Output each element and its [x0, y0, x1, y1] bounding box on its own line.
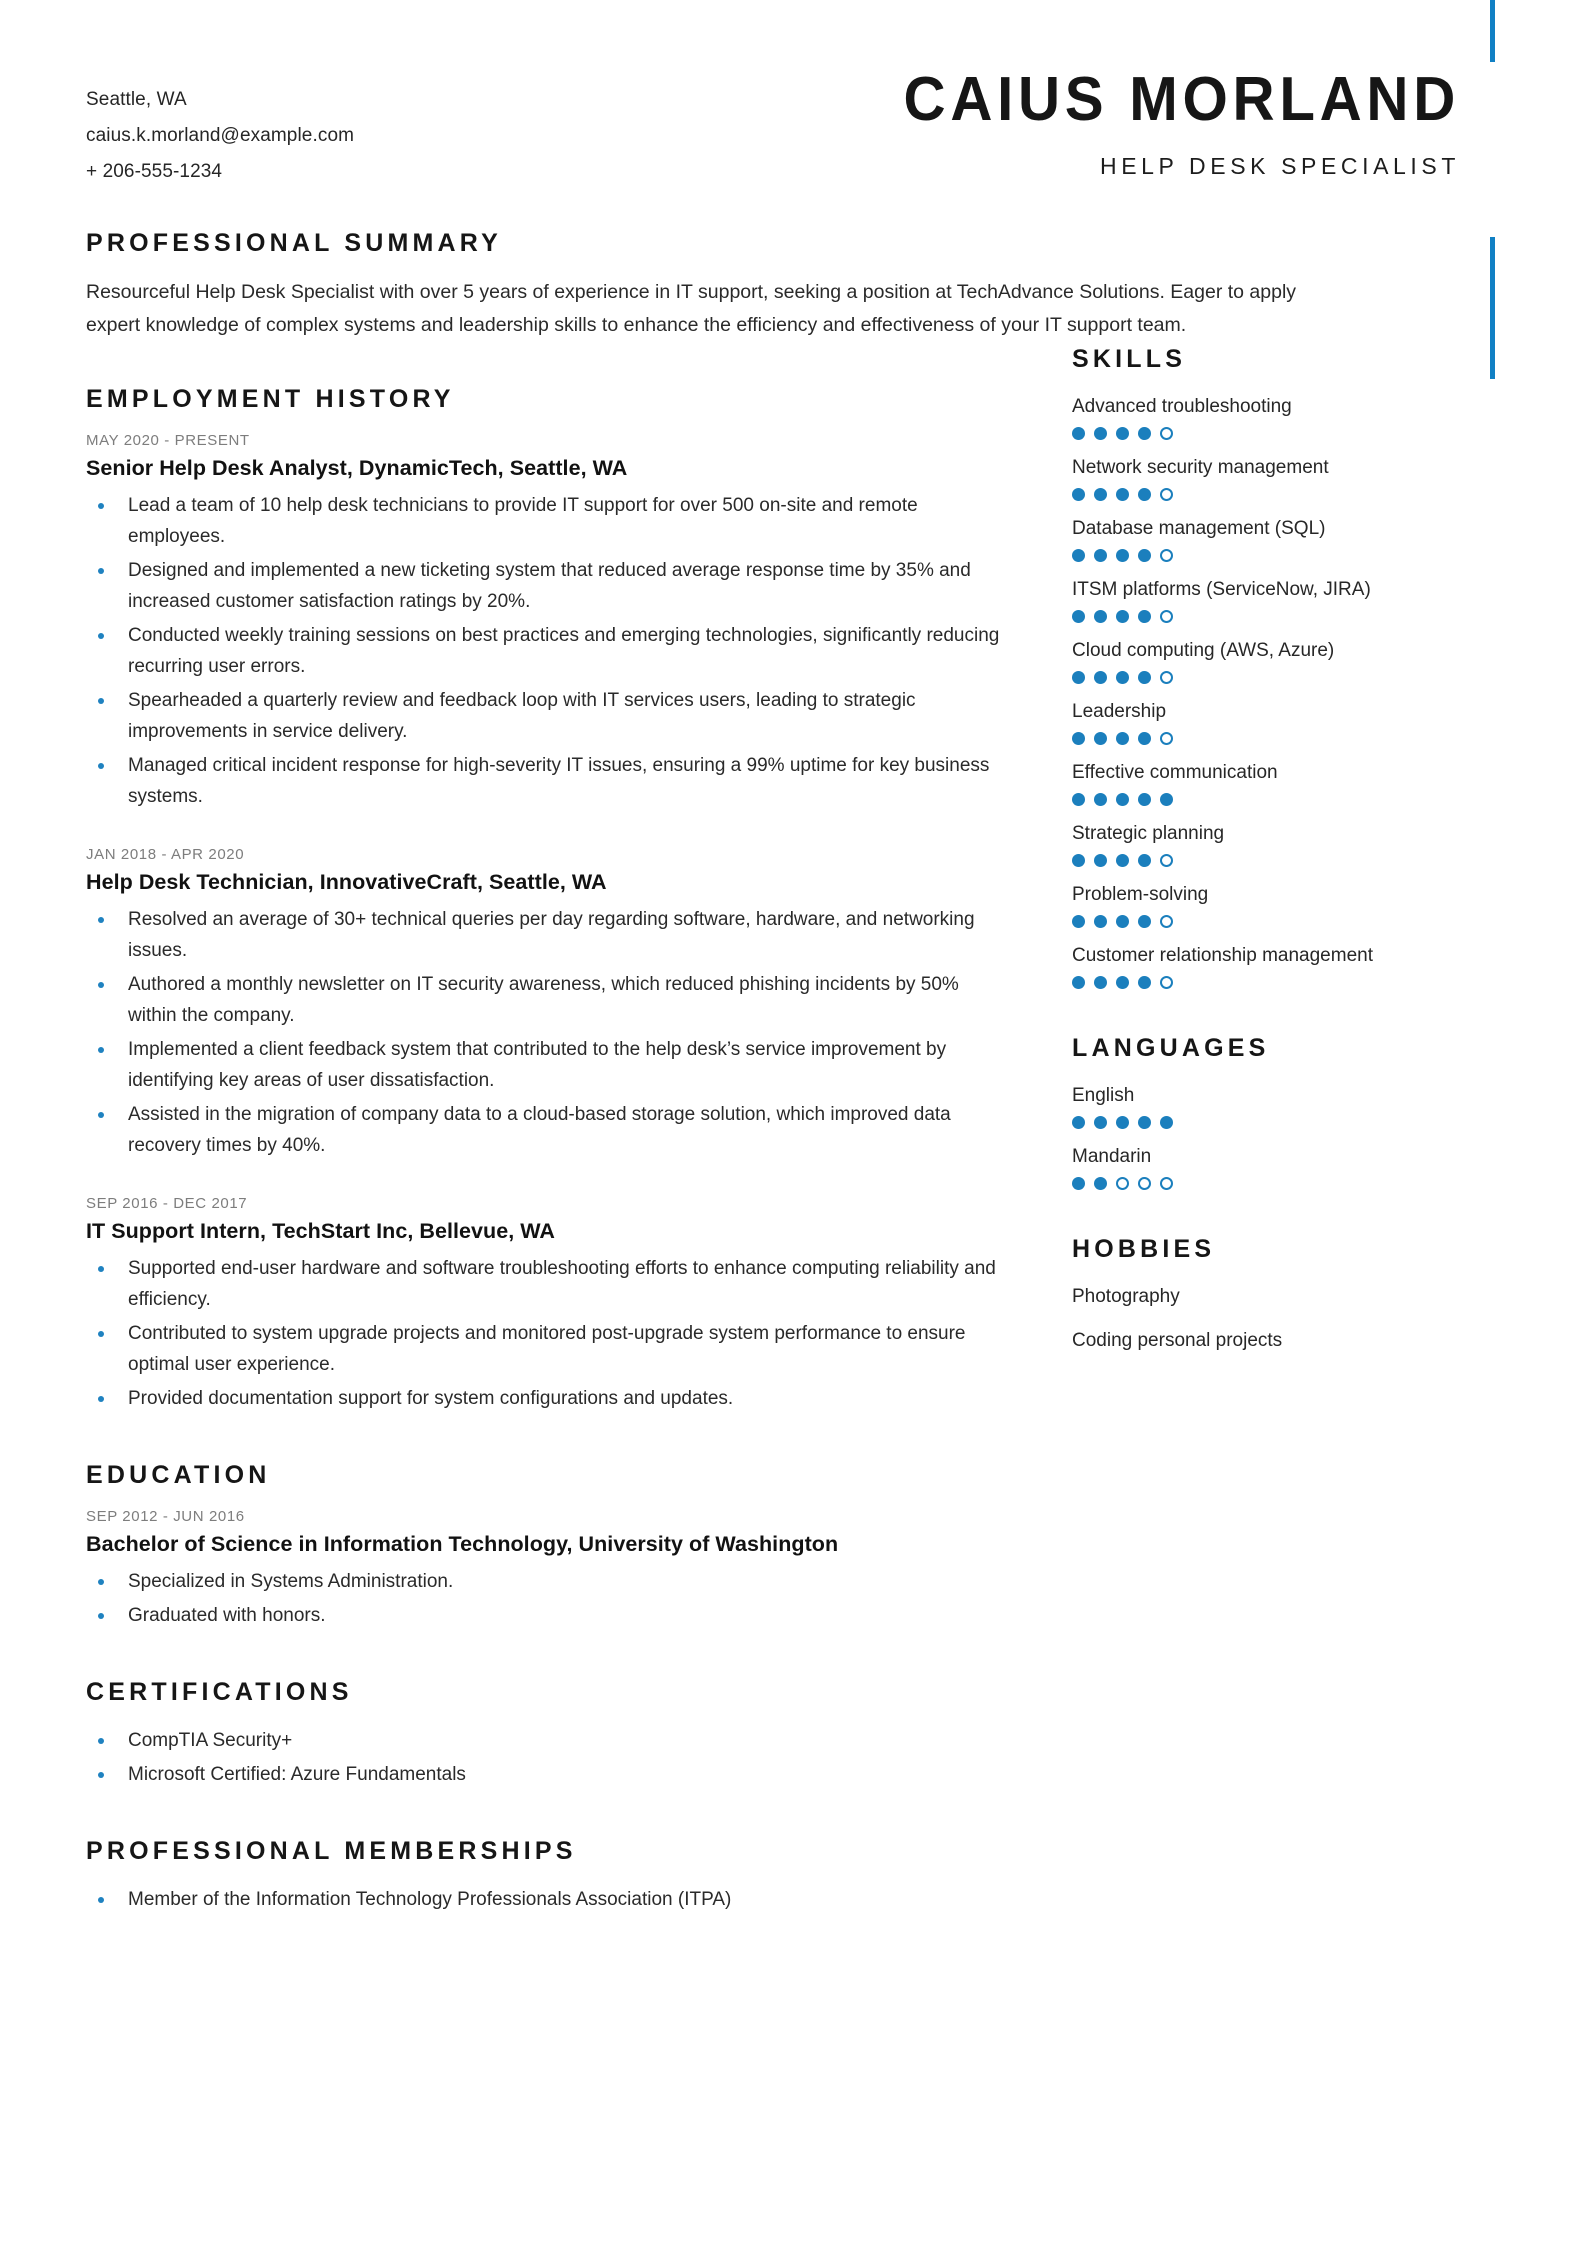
education-bullets — [86, 1566, 1002, 1631]
job-bullets — [86, 1253, 1002, 1414]
skill-item-rating — [1072, 549, 1502, 562]
skill-item — [1072, 758, 1502, 806]
language-item-rating — [1072, 1116, 1502, 1129]
rating-dot-filled-icon — [1072, 549, 1085, 562]
job-list — [86, 432, 1002, 1414]
skill-item-label: Advanced troubleshooting — [1072, 396, 1292, 417]
job-bullet: Resolved an average of 30+ technical queries per day regarding software, hardware, and networking issues. — [86, 904, 1002, 966]
candidate-job-title: HELP DESK SPECIALIST — [1099, 153, 1460, 180]
job-entry — [86, 846, 1002, 1161]
skill-item — [1072, 819, 1502, 867]
skill-item-rating — [1072, 854, 1502, 867]
resume-header — [0, 0, 1588, 200]
hobby-item: Photography — [1072, 1286, 1180, 1307]
rating-dot-empty-icon — [1160, 1177, 1173, 1190]
identity-block — [516, 65, 1468, 180]
rating-dot-filled-icon — [1138, 976, 1151, 989]
skill-item-label: Cloud computing (AWS, Azure) — [1072, 640, 1335, 661]
rating-dot-empty-icon — [1160, 915, 1173, 928]
rating-dot-empty-icon — [1160, 732, 1173, 745]
rating-dot-empty-icon — [1160, 671, 1173, 684]
education-dates: SEP 2012 - JUN 2016 — [86, 1508, 245, 1525]
rating-dot-filled-icon — [1094, 1177, 1107, 1190]
rating-dot-filled-icon — [1094, 488, 1107, 501]
job-bullet: Lead a team of 10 help desk technicians to provide IT support for over 500 on-site and remote employees. — [86, 490, 1002, 552]
job-bullets — [86, 490, 1002, 812]
rating-dot-filled-icon — [1072, 1177, 1085, 1190]
memberships-list — [86, 1884, 1002, 1915]
resume-body — [0, 342, 1588, 1918]
rating-dot-filled-icon — [1094, 854, 1107, 867]
education-bullet: Specialized in Systems Administration. — [86, 1566, 1002, 1597]
memberships-heading: PROFESSIONAL MEMBERSHIPS — [86, 1837, 577, 1865]
rating-dot-empty-icon — [1116, 1177, 1129, 1190]
hobbies-section — [1072, 1234, 1502, 1356]
certifications-heading: CERTIFICATIONS — [86, 1678, 353, 1706]
rating-dot-filled-icon — [1116, 976, 1129, 989]
rating-dot-filled-icon — [1094, 610, 1107, 623]
rating-dot-filled-icon — [1072, 854, 1085, 867]
rating-dot-filled-icon — [1072, 427, 1085, 440]
rating-dot-filled-icon — [1160, 1116, 1173, 1129]
rating-dot-filled-icon — [1116, 854, 1129, 867]
skill-item-label: Strategic planning — [1072, 823, 1225, 844]
rating-dot-filled-icon — [1138, 915, 1151, 928]
rating-dot-filled-icon — [1072, 915, 1085, 928]
skill-item-label: Database management (SQL) — [1072, 518, 1326, 539]
skill-item — [1072, 941, 1502, 989]
rating-dot-filled-icon — [1138, 1116, 1151, 1129]
rating-dot-empty-icon — [1160, 549, 1173, 562]
education-entry — [86, 1508, 1002, 1631]
rating-dot-filled-icon — [1072, 671, 1085, 684]
job-bullet: Managed critical incident response for high-severity IT issues, ensuring a 99% uptime for key business systems. — [86, 750, 1002, 812]
education-section — [86, 1460, 1002, 1631]
skill-item-label: Network security management — [1072, 457, 1329, 478]
rating-dot-empty-icon — [1160, 488, 1173, 501]
accent-rule-bottom — [1490, 237, 1495, 379]
rating-dot-filled-icon — [1094, 732, 1107, 745]
skill-item — [1072, 575, 1502, 623]
skill-item-rating — [1072, 671, 1502, 684]
education-degree: Bachelor of Science in Information Technology, University of Washington — [86, 1532, 839, 1556]
job-bullet: Contributed to system upgrade projects and monitored post-upgrade system performance to ensure optimal user experience. — [86, 1318, 1002, 1380]
skill-item — [1072, 697, 1502, 745]
skill-item-rating — [1072, 427, 1502, 440]
rating-dot-filled-icon — [1072, 488, 1085, 501]
skill-item — [1072, 636, 1502, 684]
job-title-company: Help Desk Technician, InnovativeCraft, Seattle, WA — [86, 870, 607, 894]
language-item-rating — [1072, 1177, 1502, 1190]
job-bullet: Provided documentation support for system configurations and updates. — [86, 1383, 1002, 1414]
rating-dot-filled-icon — [1072, 732, 1085, 745]
languages-section — [1072, 1033, 1502, 1190]
contact-email[interactable]: caius.k.morland@example.com — [86, 125, 355, 146]
education-heading: EDUCATION — [86, 1461, 271, 1489]
rating-dot-filled-icon — [1116, 915, 1129, 928]
skill-item-label: Leadership — [1072, 701, 1167, 722]
job-title-company: Senior Help Desk Analyst, DynamicTech, Seattle, WA — [86, 456, 628, 480]
job-bullet: Assisted in the migration of company data to a cloud-based storage solution, which improved data recovery times by 40%. — [86, 1099, 1002, 1161]
rating-dot-empty-icon — [1138, 1177, 1151, 1190]
skill-item — [1072, 453, 1502, 501]
skill-item — [1072, 514, 1502, 562]
employment-section — [86, 384, 1002, 1414]
summary-text: Resourceful Help Desk Specialist with over 5 years of experience in IT support, seeking a position at TechAdvance Solutions. Eager to apply expert knowledge of complex systems and leadership skills to enhance the efficiency and effectiveness of your IT support team. — [86, 281, 1297, 336]
rating-dot-filled-icon — [1094, 427, 1107, 440]
language-item-label: Mandarin — [1072, 1146, 1152, 1167]
rating-dot-empty-icon — [1160, 976, 1173, 989]
rating-dot-filled-icon — [1094, 671, 1107, 684]
contact-location: Seattle, WA — [86, 89, 187, 110]
language-item — [1072, 1142, 1502, 1190]
summary-section — [0, 200, 1588, 342]
skill-item-rating — [1072, 915, 1502, 928]
skill-item-rating — [1072, 732, 1502, 745]
hobby-item: Coding personal projects — [1072, 1330, 1283, 1351]
skill-item-rating — [1072, 793, 1502, 806]
language-item-label: English — [1072, 1085, 1135, 1106]
languages-heading: LANGUAGES — [1072, 1034, 1270, 1062]
rating-dot-filled-icon — [1116, 549, 1129, 562]
rating-dot-filled-icon — [1138, 732, 1151, 745]
skills-heading: SKILLS — [1072, 345, 1187, 373]
rating-dot-filled-icon — [1116, 1116, 1129, 1129]
rating-dot-filled-icon — [1094, 1116, 1107, 1129]
job-bullet: Supported end-user hardware and software troubleshooting efforts to enhance computing reliability and efficiency. — [86, 1253, 1002, 1315]
rating-dot-filled-icon — [1094, 915, 1107, 928]
job-entry — [86, 1195, 1002, 1414]
job-bullet: Designed and implemented a new ticketing system that reduced average response time by 35% and increased customer satisfaction ratings by 20%. — [86, 555, 1002, 617]
skill-item — [1072, 880, 1502, 928]
languages-list — [1072, 1081, 1502, 1190]
job-bullet: Spearheaded a quarterly review and feedback loop with IT services users, leading to strategic improvements in service delivery. — [86, 685, 1002, 747]
job-bullet: Implemented a client feedback system that contributed to the help desk’s service improvement by identifying key areas of user dissatisfaction. — [86, 1034, 1002, 1096]
certification-item: Microsoft Certified: Azure Fundamentals — [86, 1759, 1002, 1790]
rating-dot-filled-icon — [1116, 671, 1129, 684]
hobbies-heading: HOBBIES — [1072, 1235, 1216, 1263]
certifications-section — [86, 1677, 1002, 1790]
rating-dot-filled-icon — [1138, 671, 1151, 684]
membership-item: Member of the Information Technology Professionals Association (ITPA) — [86, 1884, 1002, 1915]
skill-item-label: ITSM platforms (ServiceNow, JIRA) — [1072, 579, 1371, 600]
skill-item-label: Customer relationship management — [1072, 945, 1373, 966]
rating-dot-filled-icon — [1116, 610, 1129, 623]
rating-dot-filled-icon — [1138, 488, 1151, 501]
job-dates: MAY 2020 - PRESENT — [86, 432, 250, 449]
rating-dot-filled-icon — [1116, 793, 1129, 806]
rating-dot-filled-icon — [1072, 976, 1085, 989]
rating-dot-filled-icon — [1138, 549, 1151, 562]
rating-dot-filled-icon — [1138, 793, 1151, 806]
contact-block — [86, 68, 516, 190]
skill-item-rating — [1072, 976, 1502, 989]
skill-item-rating — [1072, 488, 1502, 501]
candidate-name: CAIUS MORLAND — [903, 65, 1460, 134]
skills-list — [1072, 392, 1502, 989]
summary-heading: PROFESSIONAL SUMMARY — [86, 229, 502, 257]
rating-dot-filled-icon — [1094, 976, 1107, 989]
rating-dot-filled-icon — [1094, 793, 1107, 806]
memberships-section — [86, 1836, 1002, 1915]
certifications-list — [86, 1725, 1002, 1790]
language-item — [1072, 1081, 1502, 1129]
job-dates: SEP 2016 - DEC 2017 — [86, 1195, 248, 1212]
rating-dot-filled-icon — [1116, 488, 1129, 501]
skill-item-label: Effective communication — [1072, 762, 1278, 783]
rating-dot-empty-icon — [1160, 427, 1173, 440]
skill-item — [1072, 392, 1502, 440]
rating-dot-filled-icon — [1072, 610, 1085, 623]
job-dates: JAN 2018 - APR 2020 — [86, 846, 245, 863]
rating-dot-filled-icon — [1138, 427, 1151, 440]
job-bullets — [86, 904, 1002, 1161]
rating-dot-empty-icon — [1160, 610, 1173, 623]
employment-heading: EMPLOYMENT HISTORY — [86, 385, 455, 413]
job-entry — [86, 432, 1002, 812]
contact-phone[interactable]: + 206-555-1234 — [86, 161, 223, 182]
education-bullet: Graduated with honors. — [86, 1600, 1002, 1631]
certification-item: CompTIA Security+ — [86, 1725, 1002, 1756]
hobbies-list — [1072, 1282, 1502, 1356]
skill-item-label: Problem-solving — [1072, 884, 1209, 905]
skill-item-rating — [1072, 610, 1502, 623]
rating-dot-filled-icon — [1116, 427, 1129, 440]
rating-dot-filled-icon — [1072, 1116, 1085, 1129]
rating-dot-filled-icon — [1094, 549, 1107, 562]
job-title-company: IT Support Intern, TechStart Inc, Bellevue, WA — [86, 1219, 555, 1243]
rating-dot-filled-icon — [1072, 793, 1085, 806]
sidebar-column — [1046, 342, 1502, 1356]
rating-dot-filled-icon — [1116, 732, 1129, 745]
main-column — [86, 342, 1046, 1918]
job-bullet: Authored a monthly newsletter on IT security awareness, which reduced phishing incidents by 50% within the company. — [86, 969, 1002, 1031]
job-bullet: Conducted weekly training sessions on best practices and emerging technologies, significantly reducing recurring user errors. — [86, 620, 1002, 682]
rating-dot-empty-icon — [1160, 854, 1173, 867]
rating-dot-filled-icon — [1138, 854, 1151, 867]
skills-section — [1072, 344, 1502, 989]
rating-dot-filled-icon — [1138, 610, 1151, 623]
rating-dot-filled-icon — [1160, 793, 1173, 806]
